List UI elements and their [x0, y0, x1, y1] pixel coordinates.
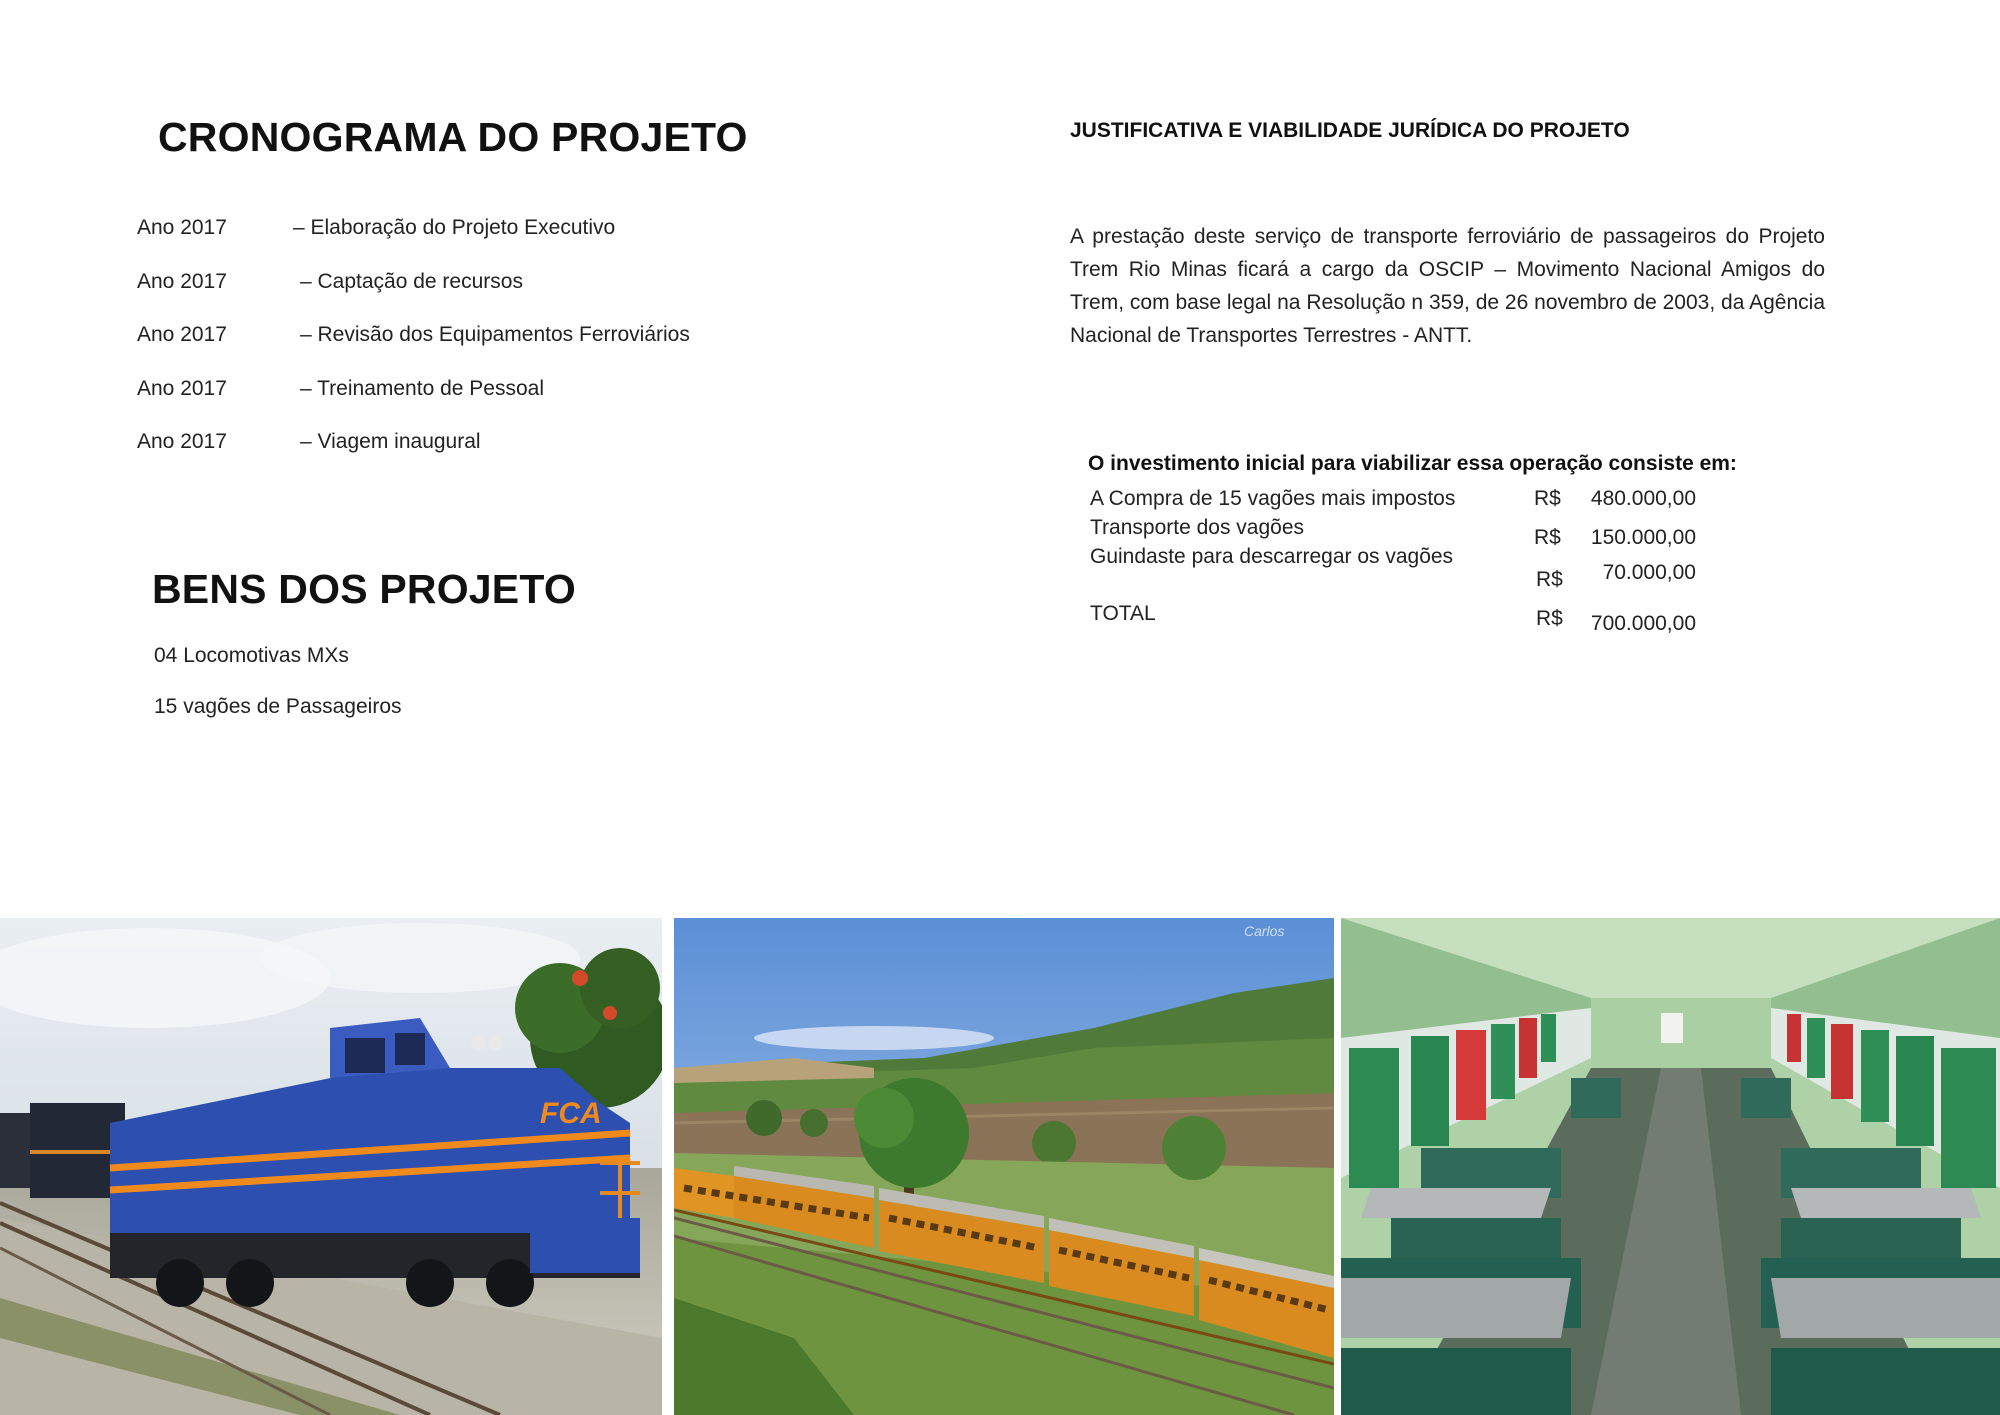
- schedule-task: – Viagem inaugural: [300, 430, 481, 453]
- locomotive-logo: FCA: [540, 1097, 602, 1130]
- asset-item: 04 Locomotivas MXs: [154, 644, 349, 667]
- investment-label: A Compra de 15 vagões mais impostos: [1090, 487, 1456, 510]
- assets-title: BENS DOS PROJETO: [152, 566, 576, 612]
- locomotive-photo: [0, 918, 662, 1415]
- investment-title: O investimento inicial para viabilizar essa operação consiste em:: [1088, 452, 1737, 475]
- schedule-task: – Revisão dos Equipamentos Ferroviários: [300, 323, 690, 346]
- justification-title: JUSTIFICATIVA E VIABILIDADE JURÍDICA DO PROJETO: [1070, 119, 1630, 142]
- investment-amount: 480.000,00: [1590, 487, 1696, 510]
- schedule-task: – Elaboração do Projeto Executivo: [293, 216, 616, 239]
- schedule-year: Ano 2017: [137, 377, 227, 400]
- investment-currency: R$: [1534, 487, 1561, 510]
- asset-item: 15 vagões de Passageiros: [154, 695, 402, 718]
- schedule-year: Ano 2017: [137, 270, 227, 293]
- investment-amount: 70.000,00: [1602, 561, 1696, 584]
- investment-label: Guindaste para descarregar os vagões: [1090, 545, 1454, 568]
- schedule-task: – Treinamento de Pessoal: [300, 377, 544, 400]
- schedule-year: Ano 2017: [137, 323, 227, 346]
- investment-label: Transporte dos vagões: [1090, 516, 1305, 539]
- schedule-title: CRONOGRAMA DO PROJETO: [158, 114, 748, 160]
- train-interior-photo: [1341, 918, 2000, 1415]
- photo-watermark: Carlos: [1244, 923, 1285, 939]
- investment-currency: R$: [1534, 526, 1561, 549]
- investment-currency: R$: [1536, 607, 1563, 630]
- investment-label: TOTAL: [1090, 602, 1156, 625]
- investment-amount: 700.000,00: [1590, 612, 1696, 635]
- schedule-year: Ano 2017: [137, 216, 227, 239]
- schedule-year: Ano 2017: [137, 430, 227, 453]
- schedule-task: – Captação de recursos: [300, 270, 523, 293]
- investment-amount: 150.000,00: [1590, 526, 1696, 549]
- train-landscape-photo: [674, 918, 1334, 1415]
- investment-currency: R$: [1536, 568, 1563, 591]
- justification-text: A prestação deste serviço de transporte ferroviário de passageiros do Projeto Trem Rio Minas ficará a cargo da OSCIP – Movimento Nacional Amigos do Trem, com base legal na Resolução n 359, de 26 novembro de 2003, da Agência Nacional de Transportes Terrestres - ANTT.: [1070, 225, 1825, 347]
